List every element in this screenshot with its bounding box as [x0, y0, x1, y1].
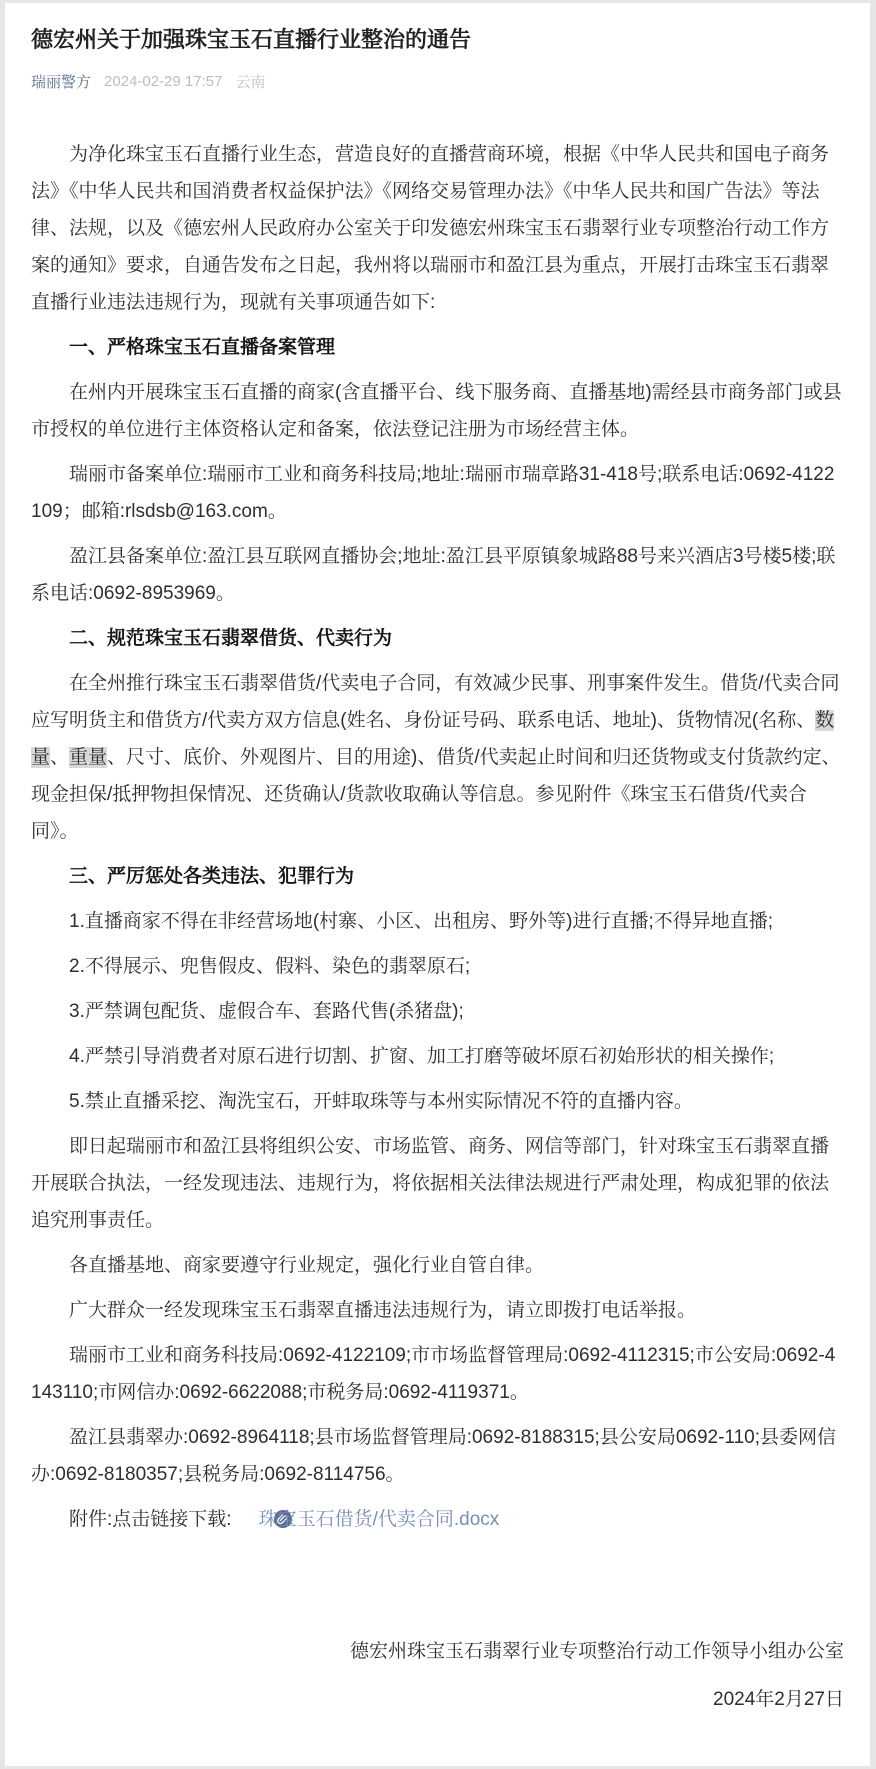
paragraph: 4.严禁引导消费者对原石进行切割、扩窗、加工打磨等破坏原石初始形状的相关操作; [69, 1046, 775, 1067]
paragraph: 1.直播商家不得在非经营场地(村寨、小区、出租房、野外等)进行直播;不得异地直播; [69, 911, 774, 932]
paragraph: 瑞丽市工业和商务科技局:0692-4122109;市市场监督管理局:0692-4112315;市公安局:0692-4143110;市网信办:0692-6622088;市税务局:0692-4119371。 [31, 1345, 836, 1403]
attachment-prefix: 附件:点击链接下载: [69, 1509, 232, 1530]
paragraph: 3.严禁调包配货、虚假合车、套路代售(杀猪盘); [69, 1001, 464, 1022]
text-segment: 、尺寸、底价、外观图片、目的用途)、借货/代卖起止时间和归还货物或支付货款约定、现金担保/抵押物担保情况、还货确认/货款收取确认等信息。参见附件《珠宝玉石借货/代卖合同》。 [31, 747, 841, 842]
paragraph: 瑞丽市备案单位:瑞丽市工业和商务科技局;地址:瑞丽市瑞章路31-418号;联系电话:0692-4122109；邮箱:rlsdsb@163.com。 [31, 464, 835, 522]
publish-location: 云南 [235, 74, 266, 91]
article-body [31, 136, 844, 1538]
paragraph [31, 665, 844, 850]
article-card [5, 3, 870, 1766]
section-heading: 三、严厉惩处各类违法、犯罪行为 [69, 866, 355, 887]
paragraph: 广大群众一经发现珠宝玉石翡翠直播违法违规行为，请立即拨打电话举报。 [69, 1300, 697, 1321]
attachment-line [31, 1501, 844, 1538]
paragraph: 盈江县翡翠办:0692-8964118;县市场监督管理局:0692-8188315;县公安局0692-110;县委网信办:0692-8180357;县税务局:0692-8114756。 [31, 1427, 836, 1485]
text-segment: 、 [50, 747, 70, 768]
page-title: 德宏州关于加强珠宝玉石直播行业整治的通告 [31, 27, 472, 52]
highlighted-text: 重量 [69, 747, 108, 768]
paperclip-link-icon[interactable] [236, 1504, 254, 1522]
paragraph: 各直播基地、商家要遵守行业规定，强化行业自管自律。 [69, 1255, 545, 1276]
text-segment: 在全州推行珠宝玉石翡翠借货/代卖电子合同，有效减少民事、刑事案件发生。借货/代卖合同应写明货主和借货方/代卖方双方信息(姓名、身份证号码、联系电话、地址)、货物情况(名称、 [31, 673, 840, 731]
publish-datetime: 2024-02-29 17:57 [104, 73, 223, 90]
highlighted-text: 数量 [31, 710, 835, 768]
section-heading: 一、严格珠宝玉石直播备案管理 [69, 337, 336, 358]
paragraph: 在州内开展珠宝玉石直播的商家(含直播平台、线下服务商、直播基地)需经县市商务部门或县市授权的单位进行主体资格认定和备案，依法登记注册为市场经营主体。 [31, 382, 842, 440]
attachment-doc-link[interactable]: 珠宝玉石借货/代卖合同.docx [258, 1509, 500, 1530]
date-line: 2024年2月27日 [713, 1689, 844, 1710]
paragraph: 为净化珠宝玉石直播行业生态，营造良好的直播营商环境，根据《中华人民共和国电子商务法》《中华人民共和国消费者权益保护法》《网络交易管理办法》《中华人民共和国广告法》等法律、法规，以及《德宏州人民政府办公室关于印发德宏州珠宝玉石翡翠行业专项整治行动工作方案的通知》要求，自通告发布之日起，我州将以瑞丽市和盈江县为重点，开展打击珠宝玉石翡翠直播行业违法违规行为，现就有关事项通告如下: [31, 144, 830, 313]
paragraph: 即日起瑞丽市和盈江县将组织公安、市场监管、商务、网信等部门，针对珠宝玉石翡翠直播开展联合执法，一经发现违法、违规行为，将依据相关法律法规进行严肃处理，构成犯罪的依法追究刑事责任。 [31, 1136, 830, 1231]
signature-line: 德宏州珠宝玉石翡翠行业专项整治行动工作领导小组办公室 [349, 1641, 844, 1662]
paragraph: 盈江县备案单位:盈江县互联网直播协会;地址:盈江县平原镇象城路88号来兴酒店3号楼5楼;联系电话:0692-8953969。 [31, 546, 836, 604]
paragraph: 5.禁止直播采挖、淘洗宝石，开蚌取珠等与本州实际情况不符的直播内容。 [69, 1091, 693, 1112]
author-link[interactable]: 瑞丽警方 [31, 74, 92, 91]
paragraph: 2.不得展示、兜售假皮、假料、染色的翡翠原石; [69, 956, 471, 977]
byline [31, 71, 844, 92]
section-heading: 二、规范珠宝玉石翡翠借货、代卖行为 [69, 628, 393, 649]
